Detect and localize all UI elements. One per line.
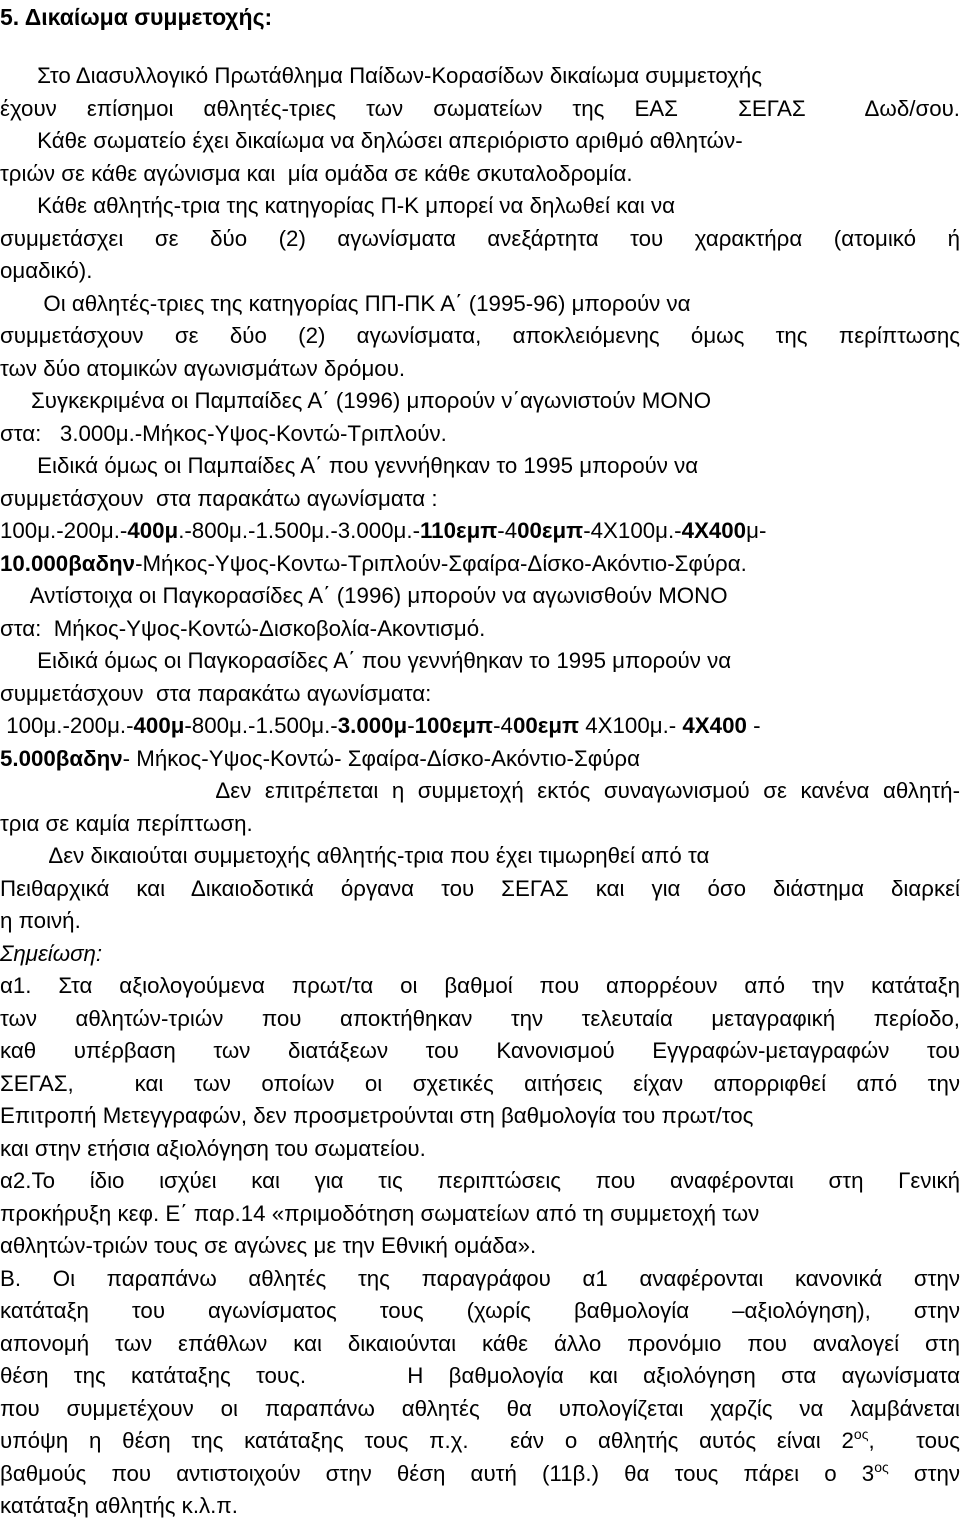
text-line <box>0 1198 960 1231</box>
text-line <box>0 1360 960 1393</box>
text-run: 5.000βαδην <box>0 745 123 771</box>
text-line <box>0 808 960 841</box>
text-line <box>0 873 960 906</box>
text-run: συμμετάσχουν στα παρακάτω αγωνίσματα: <box>0 680 432 706</box>
text-run: στην <box>888 1460 960 1486</box>
text-run: α2.Το ίδιο ισχύει και για τις περιπτώσεις που αναφέρονται στη Γενική <box>0 1168 960 1193</box>
text-line <box>0 450 960 483</box>
text-run: - <box>746 713 761 738</box>
text-run: Συγκεκριμένα οι Παμπαίδες Α΄ (1996) μπορούν ν΄αγωνιστούν ΜΟΝΟ <box>0 388 712 413</box>
text-run: που συμμετέχουν οι παραπάνω αθλητές θα υπολογίζεται χαρζίς να λαμβάνεται <box>0 1395 960 1421</box>
text-run: των αθλητών-τριών που αποκτήθηκαν την τελευταία μεταγραφική περίοδο, <box>0 1005 960 1031</box>
text-run: υπόψη η θέση της κατάταξης τους π.χ. εάν ο αθλητής αυτός είναι 2 <box>0 1428 854 1453</box>
text-line <box>0 1100 960 1133</box>
text-run: Ειδικά όμως οι Παγκορασίδες Α΄ που γεννήθηκαν το 1995 μπορούν να <box>0 648 732 673</box>
text-run: Ειδικά όμως οι Παμπαίδες Α΄ που γεννήθηκαν το 1995 μπορούν να <box>0 453 699 478</box>
text-run: μ- <box>746 518 767 543</box>
text-line <box>0 223 960 256</box>
text-line <box>0 1068 960 1101</box>
text-run: 100εμπ <box>414 713 494 738</box>
text-run: 3.000μ <box>337 713 408 738</box>
text-line <box>0 1458 960 1491</box>
text-run: 4Χ100μ.- <box>579 713 683 738</box>
text-run: 4Χ400 <box>682 713 747 738</box>
text-line <box>0 158 960 191</box>
text-run: στα: 3.000μ.-Μήκος-Υψος-Κοντώ-Τριπλούν. <box>0 420 447 446</box>
text-line <box>0 613 960 646</box>
text-run: και στην ετήσια αξιολόγηση του σωματείου. <box>0 1135 426 1161</box>
text-run: Δεν επιτρέπεται η συμμετοχή εκτός συναγωνισμού σε κανένα αθλητή- <box>0 778 960 803</box>
text-line <box>0 1035 960 1068</box>
superscript: ος <box>853 1426 869 1442</box>
text-line <box>0 353 960 386</box>
text-run: Οι αθλητές-τριες της κατηγορίας ΠΠ-ΠΚ Α΄ (1995-96) μπορούν να <box>0 290 691 316</box>
text-run: Στο Διασυλλογικό Πρωτάθλημα Παίδων-Κορασίδων δικαίωμα συμμετοχής <box>0 63 763 88</box>
text-run: α1. Στα αξιολογούμενα πρωτ/τα οι βαθμοί που απορρέουν από την κατάταξη <box>0 973 960 998</box>
text-run: Β. Οι παραπάνω αθλητές της παραγράφου α1 αναφέρονται κανονικά στην <box>0 1265 960 1291</box>
text-run: στα: Μήκος-Υψος-Κοντώ-Δισκοβολία-Ακοντισμό. <box>0 615 486 641</box>
text-line <box>0 1425 960 1458</box>
text-run: -4 <box>497 518 518 543</box>
text-run: - Μήκος-Υψος-Κοντώ- Σφαίρα-Δίσκο-Ακόντιο-Σφύρα <box>122 745 640 771</box>
text-run: των δύο ατομικών αγωνισμάτων δρόμου. <box>0 355 406 381</box>
text-run: 110εμπ <box>420 518 498 543</box>
text-run: συμμετάσχουν στα παρακάτω αγωνίσματα : <box>0 485 438 511</box>
text-line <box>0 548 960 581</box>
text-run: Δεν δικαιούται συμμετοχής αθλητής-τρια που έχει τιμωρηθεί από τα <box>0 843 710 868</box>
text-run: βαθμούς που αντιστοιχούν στην θέση αυτή (11β.) θα τους πάρει ο 3 <box>0 1460 875 1486</box>
text-run: -4Χ100μ.- <box>583 518 682 543</box>
text-run: συμμετάσχουν σε δύο (2) αγωνίσματα, αποκλειόμενης όμως της περίπτωσης <box>0 323 960 348</box>
text-run: 00εμπ <box>512 713 580 738</box>
text-run: 100μ.-200μ.- <box>0 518 128 543</box>
text-run: Σημείωση: <box>0 940 103 966</box>
text-line <box>0 255 960 288</box>
text-line <box>0 483 960 516</box>
text-run: 4Χ400 <box>681 518 747 543</box>
text-line <box>0 645 960 678</box>
text-line <box>0 1263 960 1296</box>
text-run: κατάταξη του αγωνίσματος τους (χωρίς βαθμολογία –αξιολόγηση), στην <box>0 1298 960 1323</box>
text-line <box>0 125 960 158</box>
text-run: 00εμπ <box>517 518 584 543</box>
text-line <box>0 1133 960 1166</box>
text-run: Πειθαρχικά και Δικαιοδοτικά όργανα του ΣΕΓΑΣ και για όσο διάστημα διαρκεί <box>0 875 960 901</box>
text-line <box>0 60 960 93</box>
text-line <box>0 418 960 451</box>
text-run: Κάθε σωματείο έχει δικαίωμα να δηλώσει απεριόριστο αριθμό αθλητών- <box>0 128 743 153</box>
text-run: ομαδικό). <box>0 258 93 283</box>
text-run: 10.000βαδην <box>0 550 136 576</box>
text-line <box>0 678 960 711</box>
text-run: έχουν επίσημοι αθλητές-τριες των σωματείων της ΕΑΣ ΣΕΓΑΣ Δωδ/σου. <box>0 95 960 121</box>
text-line <box>0 580 960 613</box>
text-run: -4 <box>493 713 513 738</box>
text-run: -Μήκος-Υψος-Κοντω-Τριπλούν-Σφαίρα-Δίσκο-Ακόντιο-Σφύρα. <box>135 550 747 576</box>
text-run: Αντίστοιχα οι Παγκορασίδες Α΄ (1996) μπορούν να αγωνισθούν ΜΟΝΟ <box>0 583 728 608</box>
text-line <box>0 1328 960 1361</box>
text-run: -800μ.-1.500μ.- <box>184 713 338 738</box>
text-run: απονομή των επάθλων και δικαιούνται κάθε άλλο προνόμιο που αναλογεί στη <box>0 1330 960 1356</box>
text-line <box>0 1393 960 1426</box>
text-run: - <box>407 713 415 738</box>
text-run: Επιτροπή Μετεγγραφών, δεν προσμετρούνται στη βαθμολογία του πρωτ/τος <box>0 1103 754 1128</box>
text-run: 100μ.-200μ.- <box>0 713 134 738</box>
text-run: καθ υπέρβαση των διατάξεων του Κανονισμού Εγγραφών-μεταγραφών του <box>0 1038 960 1063</box>
text-line <box>0 1295 960 1328</box>
text-run: 400μ <box>133 713 185 738</box>
text-line <box>0 320 960 353</box>
text-line <box>0 385 960 418</box>
superscript: ος <box>874 1458 889 1475</box>
text-line <box>0 1165 960 1198</box>
text-run: , τους <box>868 1428 960 1453</box>
text-run: συμμετάσχει σε δύο (2) αγωνίσματα ανεξάρτητα του χαρακτήρα (ατομικό ή <box>0 225 960 251</box>
text-line <box>0 1003 960 1036</box>
text-line <box>0 905 960 938</box>
text-line <box>0 190 960 223</box>
text-line <box>0 775 960 808</box>
text-line <box>0 288 960 321</box>
text-line <box>0 743 960 776</box>
text-run: τρια σε καμία περίπτωση. <box>0 810 253 836</box>
text-run: προκήρυξη κεφ. Ε΄ παρ.14 «πριμοδότηση σωματείων από τη συμμετοχή των <box>0 1200 760 1226</box>
text-line <box>0 938 960 971</box>
text-run: .-800μ.-1.500μ.-3.000μ.- <box>178 518 421 543</box>
text-run: κατάταξη αθλητής κ.λ.π. <box>0 1493 238 1518</box>
text-run: αθλητών-τριών τους σε αγώνες με την Εθνική ομάδα». <box>0 1233 537 1258</box>
text-line <box>0 710 960 743</box>
text-line <box>0 970 960 1003</box>
text-run: θέση της κατάταξης τους. Η βαθμολογία και αξιολόγηση στα αγωνίσματα <box>0 1363 960 1388</box>
section-heading: 5. Δικαίωμα συμμετοχής: <box>0 4 273 30</box>
text-run: ΣΕΓΑΣ, και των οποίων οι σχετικές αιτήσεις είχαν απορριφθεί από την <box>0 1070 960 1096</box>
text-run: Κάθε αθλητής-τρια της κατηγορίας Π-Κ μπορεί να δηλωθεί και να <box>0 193 676 218</box>
text-run: 400μ <box>127 518 179 543</box>
text-line <box>0 515 960 548</box>
text-line <box>0 1490 960 1523</box>
text-line <box>0 93 960 126</box>
text-line <box>0 1230 960 1263</box>
text-run: τριών σε κάθε αγώνισμα και μία ομάδα σε κάθε σκυταλοδρομία. <box>0 160 633 186</box>
document-body <box>0 60 960 1523</box>
text-line <box>0 840 960 873</box>
text-run: η ποινή. <box>0 908 81 933</box>
